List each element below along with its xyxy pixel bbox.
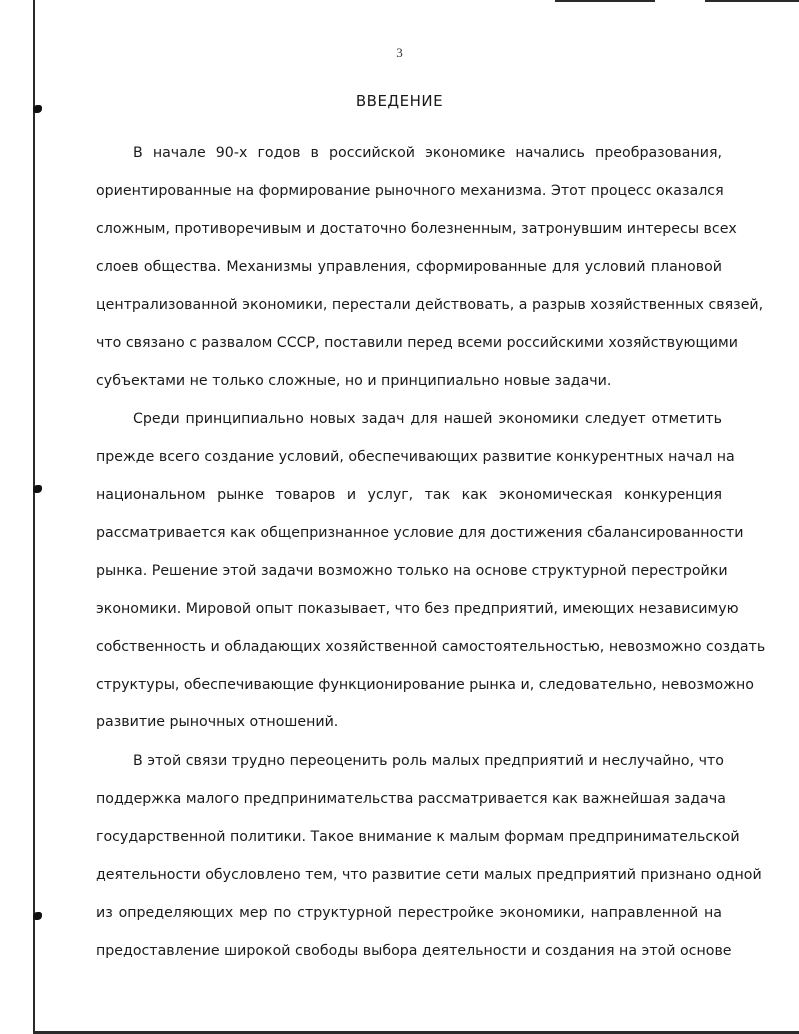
- top-edge-rule: [555, 0, 655, 2]
- text-line: из определяющих мер по структурной перестройке экономики, направленной на: [96, 905, 722, 921]
- text-line: структуры, обеспечивающие функционирование рынка и, следовательно, невозможно: [96, 677, 754, 693]
- text-line: собственность и обладающих хозяйственной самостоятельностью, невозможно создать: [96, 639, 766, 655]
- text-line: что связано с развалом СССР, поставили перед всеми российскими хозяйствующими: [96, 335, 738, 351]
- left-margin-rule: [33, 0, 35, 1034]
- text-line: слоев общества. Механизмы управления, сформированные для условий плановой: [96, 259, 722, 275]
- text-line: государственной политики. Такое внимание к малым формам предпринимательской: [96, 829, 740, 845]
- text-line: рынка. Решение этой задачи возможно только на основе структурной перестройки: [96, 563, 728, 579]
- text-line: В этой связи трудно переоценить роль малых предприятий и неслучайно, что: [133, 753, 724, 769]
- page-number: 3: [396, 45, 403, 60]
- text-line: централизованной экономики, перестали действовать, а разрыв хозяйственных связей,: [96, 297, 764, 313]
- text-line: прежде всего создание условий, обеспечивающих развитие конкурентных начал на: [96, 449, 735, 465]
- text-line: поддержка малого предпринимательства рассматривается как важнейшая задача: [96, 791, 726, 807]
- text-line: Среди принципиально новых задач для нашей экономики следует отметить: [133, 411, 722, 427]
- text-line: развитие рыночных отношений.: [96, 714, 339, 730]
- punch-mark-icon: [33, 485, 42, 493]
- text-line: деятельности обусловлено тем, что развитие сети малых предприятий признано одной: [96, 867, 762, 883]
- text-line: рассматривается как общепризнанное условие для достижения сбалансированности: [96, 525, 744, 541]
- text-line: экономики. Мировой опыт показывает, что без предприятий, имеющих независимую: [96, 601, 739, 617]
- text-line: ориентированные на формирование рыночного механизма. Этот процесс оказался: [96, 183, 724, 199]
- text-line: субъектами не только сложные, но и принципиально новые задачи.: [96, 373, 612, 389]
- text-line: сложным, противоречивым и достаточно болезненным, затронувшим интересы всех: [96, 221, 737, 237]
- text-line: В начале 90-х годов в российской экономике начались преобразования,: [133, 145, 722, 161]
- page-title: ВВЕДЕНИЕ: [355, 92, 444, 110]
- top-edge-rule-right: [705, 0, 799, 2]
- text-line: национальном рынке товаров и услуг, так как экономическая конкуренция: [96, 487, 722, 503]
- text-line: предоставление широкой свободы выбора деятельности и создания на этой основе: [96, 943, 732, 959]
- punch-mark-icon: [33, 912, 42, 920]
